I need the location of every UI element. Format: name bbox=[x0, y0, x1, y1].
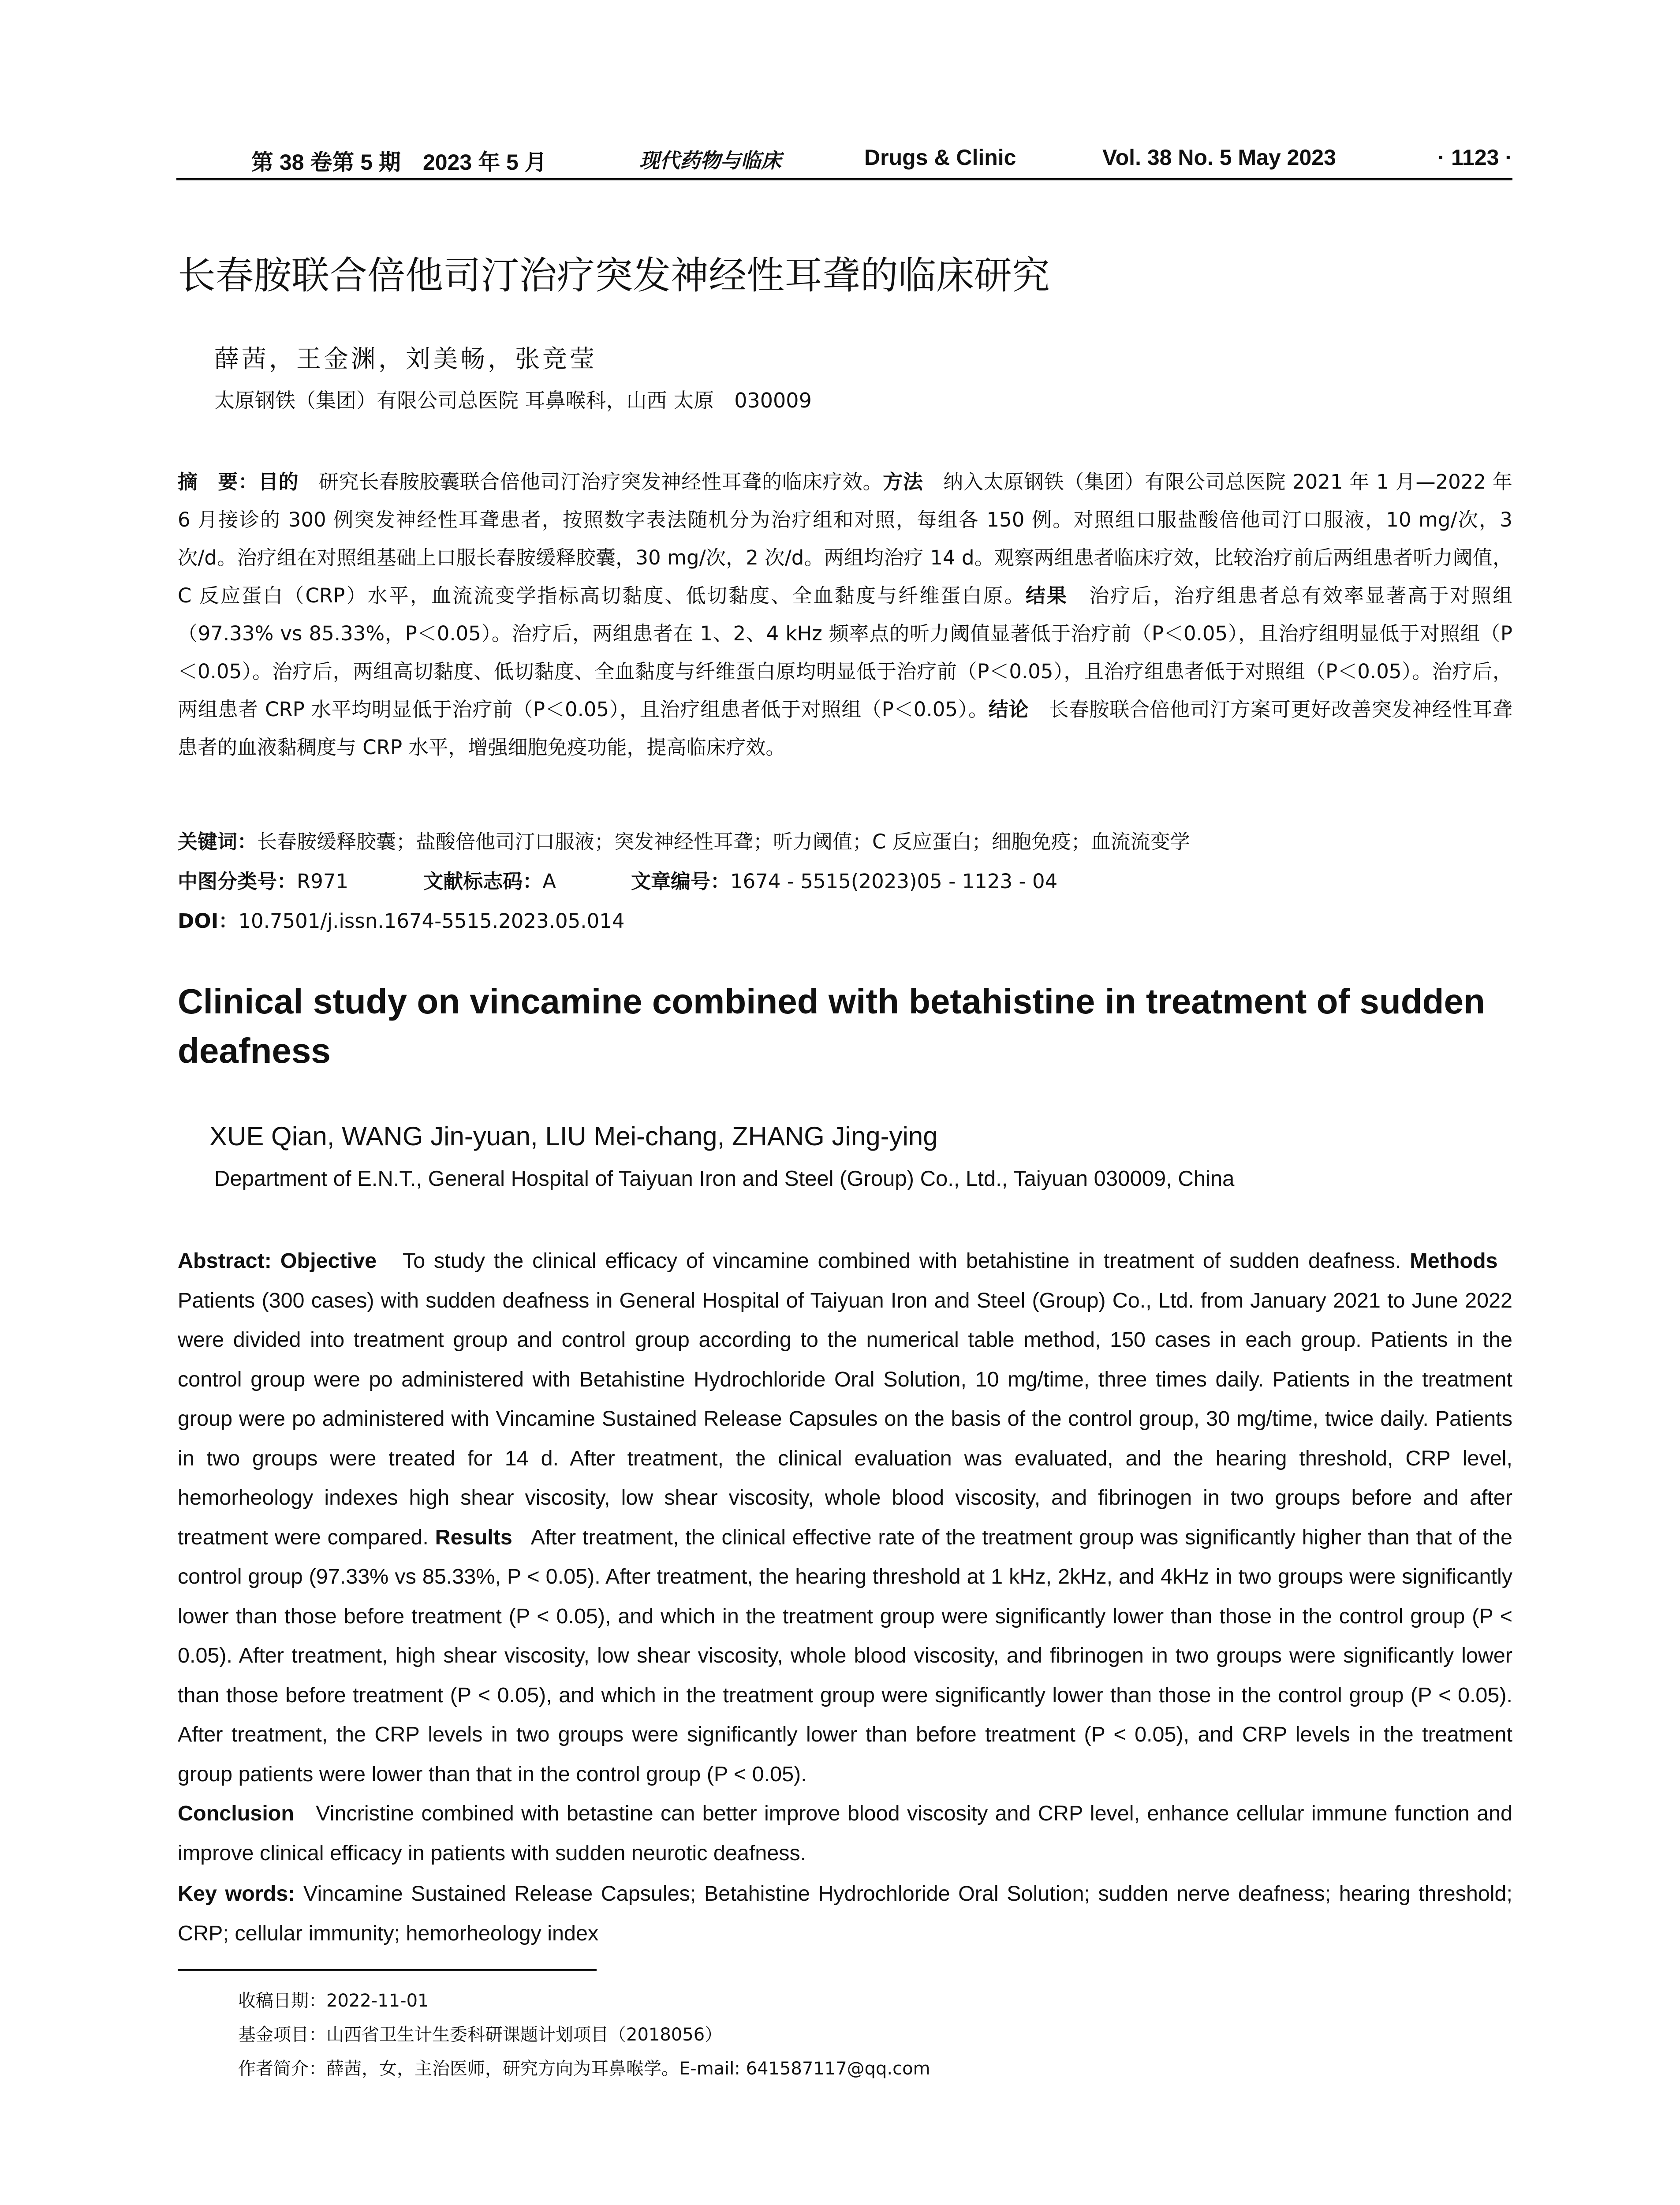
abstract-cn-methods: 纳入太原钢铁（集团）有限公司总医院 2021 年 1 月—2022 年 6 月接诊的 300 例突发神经性耳聋患者，按照数字表法随机分为治疗组和对照，每组各 150 例。对照组口服盐酸倍他司汀口服液，10 mg/次，3 次/d。治疗组在对照组基础上口服长春胺缓释胶囊，30 mg/次，2 次/d。两组均治疗 14 d。观察两组患者临床疗效，比较治疗前后两组患者听力阈值，C 反应蛋白（CRP）水平，血流流变学指标高切黏度、低切黏度、全血黏度与纤维蛋白原。 bbox=[178, 470, 1512, 607]
abstract-cn-results: 治疗后，治疗组患者总有效率显著高于对照组（97.33% vs 85.33%，P＜0.05）。治疗后，两组患者在 1、2、4 kHz 频率点的听力阈值显著低于治疗前（P＜0.05），且治疗组明显低于对照组（P＜0.05）。治疗后，两组高切黏度、低切黏度、全血黏度与纤维蛋白原均明显低于治疗前（P＜0.05），且治疗组患者低于对照组（P＜0.05）。治疗后，两组患者 CRP 水平均明显低于治疗前（P＜0.05），且治疗组患者低于对照组（P＜0.05）。 bbox=[178, 584, 1512, 721]
clc-label: 中图分类号： bbox=[178, 870, 297, 893]
footnote-fund bbox=[238, 2021, 722, 2046]
header-journal-en: Drugs & Clinic bbox=[864, 145, 1016, 170]
abstract-cn-objective-label: 目的 bbox=[258, 470, 299, 493]
abstract-cn-label: 摘 要： bbox=[178, 470, 258, 493]
abstract-cn bbox=[178, 463, 1512, 766]
doi-value[interactable]: 10.7501/j.issn.1674-5515.2023.05.014 bbox=[238, 909, 625, 933]
footnote-received bbox=[238, 1987, 429, 2012]
abstract-en bbox=[178, 1241, 1512, 1873]
keywords-en-text: Vincamine Sustained Release Capsules; Betahistine Hydrochloride Oral Solution; sudden nerve deafness; hearing threshold; CRP; cellular immunity; hemorheology index bbox=[178, 1882, 1513, 1945]
abstract-en-objective: To study the clinical efficacy of vincamine combined with betahistine in treatment of sudden deafness. bbox=[402, 1249, 1401, 1273]
abstract-en-results-label: Results bbox=[435, 1525, 512, 1549]
author-bio-text: 薛茜，女，主治医师，研究方向为耳鼻喉学。E-mail: 641587117@qq.com bbox=[326, 2059, 930, 2079]
doc-code-label: 文献标志码： bbox=[423, 870, 543, 893]
running-header bbox=[176, 140, 1512, 180]
doi-label: DOI： bbox=[178, 909, 239, 933]
fund-text: 山西省卫生计生委科研课题计划项目（2018056） bbox=[326, 2025, 723, 2045]
authors-en: XUE Qian, WANG Jin-yuan, LIU Mei-chang, ZHANG Jing-ying bbox=[209, 1121, 938, 1151]
abstract-cn-objective: 研究长春胺胶囊联合倍他司汀治疗突发神经性耳聋的临床疗效。 bbox=[318, 470, 883, 493]
author-bio-label: 作者简介： bbox=[238, 2059, 326, 2079]
abstract-cn-conclusion-label: 结论 bbox=[988, 698, 1029, 721]
classification-line bbox=[178, 865, 1512, 894]
abstract-en-objective-label: Objective bbox=[280, 1249, 377, 1273]
title-en: Clinical study on vincamine combined with betahistine in treatment of sudden deafness bbox=[178, 982, 1485, 1070]
abstract-en-methods-label: Methods bbox=[1410, 1249, 1498, 1273]
clc-value: R971 bbox=[297, 870, 349, 893]
header-issue-cn: 第 38 卷第 5 期 2023 年 5 月 bbox=[251, 150, 547, 175]
abstract-cn-methods-label: 方法 bbox=[883, 470, 923, 493]
keywords-cn bbox=[178, 826, 1512, 854]
header-journal-cn: 现代药物与临床 bbox=[639, 149, 781, 172]
abstract-en-conclusion: Vincristine combined with betastine can better improve blood viscosity and CRP level, enhance cellular immune function and improve clinical efficacy in patients with sudden neurotic deafness. bbox=[178, 1801, 1512, 1865]
abstract-en-conclusion-label: Conclusion bbox=[178, 1801, 295, 1825]
title-cn: 长春胺联合倍他司汀治疗突发神经性耳聋的临床研究 bbox=[178, 254, 1050, 298]
affiliation-en: Department of E.N.T., General Hospital of Taiyuan Iron and Steel (Group) Co., Ltd., Taiyuan 030009, China bbox=[214, 1167, 1235, 1191]
footnote-divider bbox=[178, 1969, 597, 1971]
received-date: 2022-11-01 bbox=[326, 1991, 429, 2011]
authors-cn: 薛茜，王金渊，刘美畅，张竞莹 bbox=[214, 345, 597, 374]
footnote-author bbox=[238, 2055, 930, 2080]
keywords-cn-text: 长春胺缓释胶囊；盐酸倍他司汀口服液；突发神经性耳聋；听力阈值；C 反应蛋白；细胞免疫；血流流变学 bbox=[257, 830, 1190, 853]
article-number-label: 文章编号： bbox=[631, 870, 731, 893]
header-volume-en: Vol. 38 No. 5 May 2023 bbox=[1102, 145, 1336, 170]
affiliation-cn: 太原钢铁（集团）有限公司总医院 耳鼻喉科，山西 太原 030009 bbox=[214, 389, 812, 412]
keywords-en bbox=[178, 1874, 1512, 1953]
abstract-en-methods: Patients (300 cases) with sudden deafness in General Hospital of Taiyuan Iron and Steel (Group) Co., Ltd. from January 2021 to June 2022 were divided into treatment group and control group according to the numerical table method, 150 cases in each group. Patients in the control group were po administered with Betahistine Hydrochloride Oral Solution, 10 mg/time, three times daily. Patients in the treatment group were po administered with Vincamine Sustained Release Capsules on the basis of the control group, 30 mg/time, twice daily. Patients in two groups were treated for 14 d. After treatment, the clinical evaluation was evaluated, and the hearing threshold, CRP level, hemorheology indexes high shear viscosity, low shear viscosity, whole blood viscosity, and fibrinogen in two groups before and after treatment were compared. bbox=[178, 1288, 1512, 1549]
keywords-en-label: Key words: bbox=[178, 1882, 295, 1906]
received-label: 收稿日期： bbox=[238, 1991, 326, 2011]
abstract-cn-conclusion: 长春胺联合倍他司汀方案可更好改善突发神经性耳聋患者的血液黏稠度与 CRP 水平，增强细胞免疫功能，提高临床疗效。 bbox=[178, 698, 1512, 759]
header-page-number: · 1123 · bbox=[1437, 145, 1512, 170]
fund-label: 基金项目： bbox=[238, 2025, 326, 2045]
abstract-en-results: After treatment, the clinical effective rate of the treatment group was significantly higher than that of the control group (97.33% vs 85.33%, P < 0.05). After treatment, the hearing threshold at 1 kHz, 2kHz, and 4kHz in two groups were significantly lower than those before treatment (P < 0.05), and which in the treatment group were significantly lower than those in the control group (P < 0.05). After treatment, high shear viscosity, low shear viscosity, whole blood viscosity, and fibrinogen in two groups were significantly lower than those before treatment (P < 0.05), and which in the treatment group were significantly lower than those in the control group (P < 0.05). After treatment, the CRP levels in two groups were significantly lower than before treatment (P < 0.05), and CRP levels in the treatment group patients were lower than that in the control group (P < 0.05). bbox=[178, 1525, 1512, 1786]
doc-code-value: A bbox=[542, 870, 556, 893]
doi-line bbox=[178, 905, 1512, 934]
keywords-cn-label: 关键词： bbox=[178, 830, 258, 853]
abstract-en-label: Abstract: bbox=[178, 1249, 272, 1273]
article-number-value: 1674 - 5515(2023)05 - 1123 - 04 bbox=[730, 870, 1058, 893]
abstract-cn-results-label: 结果 bbox=[1025, 584, 1068, 607]
